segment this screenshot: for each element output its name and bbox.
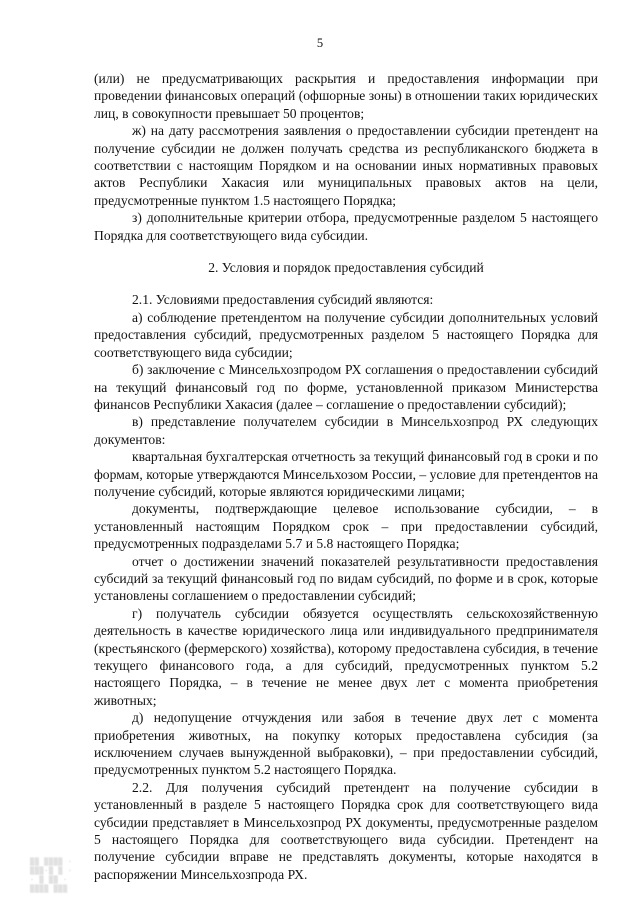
paragraph: в) представление получателем субсидии в Минсельхозпрод РХ следующих документов: — [94, 414, 598, 447]
section-heading: 2. Условия и порядок предоставления субсидий — [208, 260, 484, 276]
paragraph: документы, подтверждающие целевое использование субсидии, – в установленный настоящим Порядком срок – при предоставлении субсидий, предусмотренных подразделами 5.7 и 5.8 настоящего Порядка; — [94, 501, 598, 552]
paragraph: 2.2. Для получения субсидий претендент на получение субсидии в установленный в разделе 5 настоящего Порядка срок для соответствующего вида субсидии представляет в Минсельхозпрод РХ документы, предусмотренные разделом 5 настоящего Порядка для соответствующего вида субсидии. Претендент на получение субсидии вправе не представлять документы, которые находятся в распоряжении Минсельхозпрода РХ. — [94, 779, 598, 882]
page-number: 5 — [316, 36, 324, 50]
paragraph: отчет о достижении значений показателей результативности предоставления субсидий за текущий финансовый год по видам субсидий, по форме и в срок, которые установлены соглашением о предоставлении субсидий; — [94, 553, 598, 604]
paragraph: квартальная бухгалтерская отчетность за текущий финансовый год в сроки и по формам, которые утверждаются Минсельхозом России, – условие для претендентов на получение субсидий, которые являются юридическими лицами; — [94, 449, 598, 499]
paragraph: 2.1. Условиями предоставления субсидий являются: — [132, 292, 434, 308]
paragraph: д) недопущение отчуждения или забоя в течение двух лет с момента приобретения животных, на покупку которых предоставлена субсидия (за исключением случаев вынужденной выбраковки), – при предоставлении субсидий, предусмотренных пунктом 5.2 настоящего Порядка. — [94, 710, 598, 778]
document-body — [94, 70, 598, 883]
paragraph: ж) на дату рассмотрения заявления о предоставлении субсидии претендент на получение субсидии не должен получать средства из республиканского бюджета в соответствии с настоящим Порядком и на основании иных нормативных правовых актов Республики Хакасия или муниципальных правовых актов на цели, предусмотренные пунктом 1.5 настоящего Порядка; — [94, 123, 598, 208]
paragraph: з) дополнительные критерии отбора, предусмотренные разделом 5 настоящего Порядка для соответствующего вида субсидии. — [94, 210, 598, 243]
stamp-mark: ▒▒ ▒▒▒▒ · ▒▒▒·▒ ▒ · · ▒ ▒▒ · ▒▒▒▒ ▒▒▒ — [30, 858, 73, 893]
paragraph: б) заключение с Минсельхозпродом РХ соглашения о предоставлении субсидий на текущий финансовый год по форме, установленной приказом Министерства финансов Республики Хакасия (далее – соглашение о предоставлении субсидий); — [94, 362, 598, 412]
paragraph: г) получатель субсидии обязуется осуществлять сельскохозяйственную деятельность в качестве юридического лица или индивидуального предпринимателя (крестьянского (фермерского) хозяйства), которому предоставлена субсидия, в течение текущего финансового года, а для субсидий, предусмотренных пунктом 5.2 настоящего Порядка, – в течение не менее двух лет с момента приобретения животных; — [94, 605, 598, 708]
paragraph: (или) не предусматривающих раскрытия и предоставления информации при проведении финансовых операций (офшорные зоны) в отношении таких юридических лиц, в совокупности превышает 50 процентов; — [94, 71, 598, 121]
paragraph: а) соблюдение претендентом на получение субсидии дополнительных условий предоставления субсидий, предусмотренных разделом 5 настоящего Порядка для соответствующего вида субсидии; — [94, 309, 598, 360]
